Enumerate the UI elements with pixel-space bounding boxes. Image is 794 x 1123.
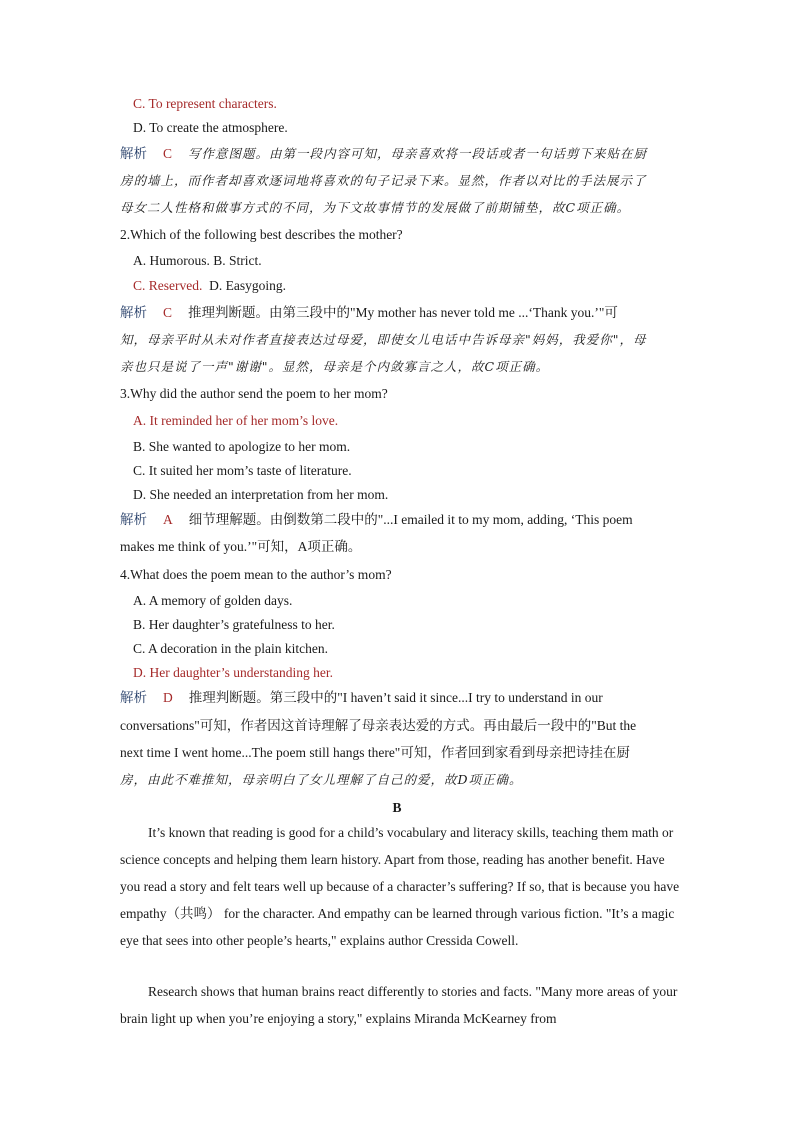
- q3-option-c: C. It suited her mom’s taste of literature.: [133, 463, 352, 478]
- q4-option-b: B. Her daughter’s gratefulness to her.: [133, 617, 335, 632]
- q1-option-d: D. To create the atmosphere.: [133, 120, 288, 135]
- section-b-paragraph-1: It’s known that reading is good for a child’s vocabulary and literacy skills, teaching them math or science concepts and helping them learn history. Apart from those, reading has another benefit. Have you read a story and felt tears well up because of a character’s suffering? If so, that is because you have empathy（共鸣） for the character. And empathy can be learned through various fiction. "It’s a magic eye that sees into other people’s hearts," explains author Cressida Cowell.: [120, 825, 680, 948]
- q1-analysis-line2: 房的墙上，而作者却喜欢逐词地将喜欢的句子记录下来。显然，作者以对比的手法展示了: [120, 173, 647, 188]
- q2-option-c: C. Reserved.: [133, 278, 203, 293]
- analysis-text: 推理判断题。由第三段中的"My mother has never told me ...‘Thank you.’"可: [188, 305, 618, 320]
- analysis-text: 细节理解题。由倒数第二段中的"...I emailed it to my mom, adding, ‘This poem: [188, 512, 633, 527]
- q3-analysis-line2: makes me think of you.’"可知，A项正确。: [120, 539, 362, 554]
- analysis-text: 写作意图题。由第一段内容可知，母亲喜欢将一段话或者一句话剪下来贴在厨: [188, 146, 648, 161]
- q4-analysis-line2: conversations"可知，作者因这首诗理解了母亲表达爱的方式。再由最后一段中的"But the: [120, 718, 637, 733]
- q4-option-d: D. Her daughter’s understanding her.: [133, 665, 333, 680]
- q2-option-d: D. Easygoing.: [209, 278, 286, 293]
- q3-option-d: D. She needed an interpretation from her mom.: [133, 487, 389, 502]
- q4-option-c: C. A decoration in the plain kitchen.: [133, 641, 328, 656]
- q2-question: 2.Which of the following best describes the mother?: [120, 227, 403, 242]
- analysis-answer: D: [163, 690, 173, 705]
- q1-analysis-line3: 母女二人性格和做事方式的不同，为下文故事情节的发展做了前期铺垫，故C项正确。: [120, 200, 631, 215]
- q4-analysis-line4: 房，由此不难推知，母亲明白了女儿理解了自己的爱，故D项正确。: [120, 772, 523, 787]
- analysis-text: 推理判断题。第三段中的"I haven’t said it since...I try to understand in our: [188, 690, 603, 705]
- analysis-tag: 解析: [120, 512, 147, 527]
- q2-analysis-line1: [120, 303, 680, 323]
- analysis-answer: C: [163, 146, 173, 161]
- analysis-tag: 解析: [120, 690, 147, 705]
- section-b-paragraph-2: Research shows that human brains react differently to stories and facts. "Many more areas of your brain light up when you’re enjoying a story," explains Miranda McKearney from: [120, 984, 678, 1026]
- q3-question: 3.Why did the author send the poem to her mom?: [120, 386, 388, 401]
- q1-analysis-line1: [120, 144, 680, 164]
- q2-options-ab: A. Humorous. B. Strict.: [133, 253, 262, 268]
- q4-option-a: A. A memory of golden days.: [133, 593, 293, 608]
- analysis-answer: A: [163, 512, 173, 527]
- q4-analysis-line3: next time I went home...The poem still hangs there"可知，作者回到家看到母亲把诗挂在厨: [120, 745, 630, 760]
- analysis-tag: 解析: [120, 146, 147, 161]
- q3-option-b: B. She wanted to apologize to her mom.: [133, 439, 351, 454]
- q1-option-c: C. To represent characters.: [133, 96, 277, 111]
- q2-analysis-line3: 亲也只是说了一声"谢谢"。显然，母亲是个内敛寡言之人，故C项正确。: [120, 359, 550, 374]
- section-b-heading: B: [392, 800, 402, 815]
- q2-options-cd: [133, 276, 693, 296]
- q3-analysis-line1: [120, 510, 680, 530]
- q4-analysis-line1: [120, 688, 680, 708]
- analysis-tag: 解析: [120, 305, 147, 320]
- q3-option-a: A. It reminded her of her mom’s love.: [133, 413, 339, 428]
- q2-analysis-line2: 知，母亲平时从未对作者直接表达过母爱，即使女儿电话中告诉母亲"妈妈，我爱你"，母: [120, 332, 647, 347]
- q4-question: 4.What does the poem mean to the author’s mom?: [120, 567, 392, 582]
- analysis-answer: C: [163, 305, 173, 320]
